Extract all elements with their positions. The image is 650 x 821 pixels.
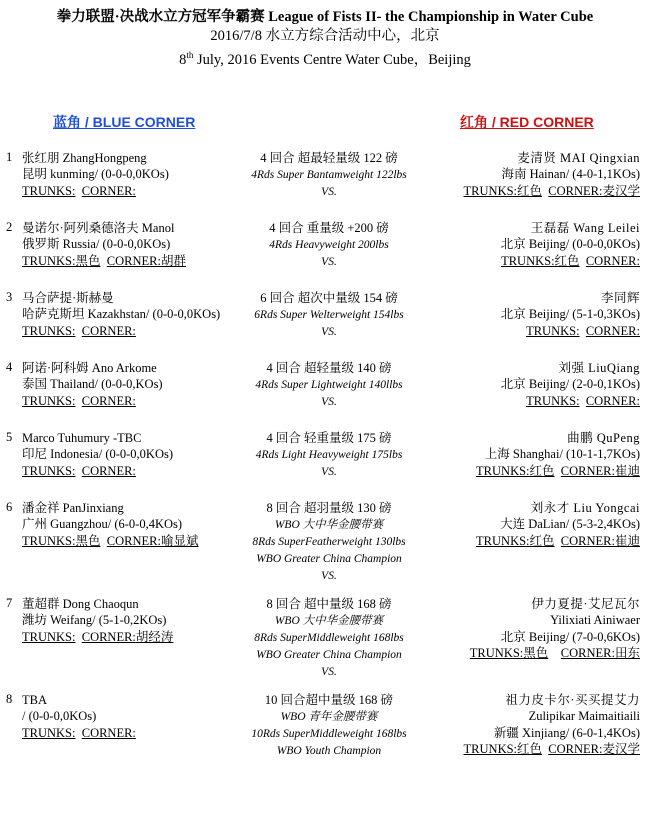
bout-title-cn: WBO 大中华金腰带赛 bbox=[274, 614, 384, 627]
blue-trunks-label: TRUNKS: bbox=[22, 629, 76, 644]
blue-fighter-name: 曼诺尔·阿列桑德洛夫 Manol bbox=[22, 220, 175, 235]
red-fighter bbox=[400, 692, 640, 758]
event-title: 拳力联盟·决战水立方冠军争霸赛 League of Fists II- the Championship in Water Cube bbox=[56, 9, 594, 25]
blue-fighter bbox=[22, 220, 252, 270]
red-trunks-label: TRUNKS: bbox=[526, 323, 580, 338]
red-corner-label: CORNER: bbox=[585, 393, 640, 408]
blue-fighter-name: TBA bbox=[22, 692, 47, 707]
red-fighter-club: 海南 Hainan/ (4-0-1,1KOs) bbox=[501, 167, 640, 182]
red-trunks-corner bbox=[400, 183, 640, 200]
blue-fighter-club: 昆明 kunming/ (0-0-0,0KOs) bbox=[22, 167, 169, 182]
blue-fighter-club: 哈萨克斯坦 Kazakhstan/ (0-0-0,0KOs) bbox=[22, 307, 221, 322]
bout-vs: VS. bbox=[321, 325, 337, 338]
blue-corner-label: CORNER: bbox=[81, 629, 136, 644]
red-trunks-label: TRUNKS: bbox=[463, 183, 518, 198]
bout-vs: VS. bbox=[321, 569, 337, 582]
blue-corner-value: 喻显斌 bbox=[160, 533, 199, 548]
red-trunks-label: TRUNKS: bbox=[469, 646, 524, 661]
red-fighter bbox=[400, 220, 640, 270]
bout-weight-en: 8Rds SuperMiddleweight 168lbs bbox=[254, 631, 404, 644]
blue-fighter bbox=[22, 360, 252, 410]
blue-fighter bbox=[22, 430, 252, 480]
bout-weight-cn: 8 回合 超中量级 168 磅 bbox=[266, 596, 392, 611]
red-trunks-value: 红色 bbox=[529, 463, 555, 478]
blue-fighter-club: 广州 Guangzhou/ (6-0-0,4KOs) bbox=[22, 517, 183, 532]
blue-fighter-club: 俄罗斯 Russia/ (0-0-0,0KOs) bbox=[22, 237, 171, 252]
bout-number: 7 bbox=[6, 595, 13, 610]
bout-title-en: WBO Greater China Champion bbox=[256, 648, 402, 661]
bout-details bbox=[244, 430, 414, 481]
bout-number: 1 bbox=[6, 149, 13, 164]
red-trunks-label: TRUNKS: bbox=[476, 533, 530, 548]
red-fighter bbox=[400, 430, 640, 480]
blue-fighter-club: 泰国 Thailand/ (0-0-0,KOs) bbox=[22, 377, 163, 392]
blue-fighter bbox=[22, 596, 252, 646]
bout-details bbox=[244, 290, 414, 341]
bout-weight-cn: 4 回合 重量级 +200 磅 bbox=[269, 220, 389, 235]
bout-title-en: WBO Greater China Champion bbox=[256, 552, 402, 565]
bout-weight-cn: 10 回合超中量级 168 磅 bbox=[264, 692, 394, 707]
blue-corner-value: 胡经涛 bbox=[135, 629, 174, 644]
red-fighter-name-en: Zulipikar Maimaitiaili bbox=[528, 709, 640, 724]
bout-number: 5 bbox=[6, 429, 13, 444]
bout-number: 8 bbox=[6, 691, 13, 706]
blue-corner-label: CORNER: bbox=[81, 463, 136, 478]
bout-title-en: WBO Youth Champion bbox=[276, 744, 382, 757]
red-corner-label: CORNER: bbox=[548, 183, 603, 198]
blue-trunks-label: TRUNKS: bbox=[22, 725, 76, 740]
red-corner-value: 崔迪 bbox=[614, 463, 640, 478]
red-corner-value: 崔迪 bbox=[614, 533, 640, 548]
red-fighter-club: 大连 DaLian/ (5-3-2,4KOs) bbox=[500, 517, 640, 532]
bout-row bbox=[0, 596, 650, 692]
red-trunks-label: TRUNKS: bbox=[501, 253, 555, 268]
bout-vs: VS. bbox=[321, 185, 337, 198]
bout-row bbox=[0, 290, 650, 360]
red-trunks-corner bbox=[400, 393, 640, 410]
red-corner-label: CORNER: bbox=[548, 742, 603, 757]
bout-title-cn: WBO 大中华金腰带赛 bbox=[274, 518, 384, 531]
bout-vs: VS. bbox=[321, 255, 337, 268]
red-fighter-club: 北京 Beijing/ (7-0-0,6KOs) bbox=[500, 629, 640, 644]
blue-fighter bbox=[22, 150, 252, 200]
blue-trunks-corner bbox=[22, 253, 252, 270]
red-fighter-name: 麦清贤 MAI Qingxian bbox=[517, 150, 640, 165]
bout-weight-en: 6Rds Super Welterweight 154lbs bbox=[254, 308, 404, 321]
blue-trunks-label: TRUNKS: bbox=[22, 253, 76, 268]
blue-trunks-value: 黑色 bbox=[75, 253, 101, 268]
red-fighter-name: 曲鹏 QuPeng bbox=[567, 430, 640, 445]
blue-trunks-value: 黑色 bbox=[75, 533, 101, 548]
bout-weight-cn: 4 回合 轻重量级 175 磅 bbox=[266, 430, 392, 445]
red-corner-value: 麦汉学 bbox=[602, 183, 640, 198]
bout-weight-cn: 8 回合 超羽量级 130 磅 bbox=[266, 500, 392, 515]
blue-fighter-name: Marco Tuhumury -TBC bbox=[22, 430, 142, 445]
red-corner-label: CORNER: bbox=[560, 646, 615, 661]
red-corner-label: CORNER: bbox=[560, 533, 615, 548]
red-trunks-corner bbox=[400, 645, 640, 662]
bout-row bbox=[0, 150, 650, 220]
blue-trunks-label: TRUNKS: bbox=[22, 533, 76, 548]
blue-trunks-corner bbox=[22, 463, 252, 480]
blue-trunks-corner bbox=[22, 533, 252, 550]
red-corner-value: 麦汉学 bbox=[602, 742, 640, 757]
red-trunks-corner bbox=[400, 533, 640, 550]
blue-trunks-label: TRUNKS: bbox=[22, 183, 76, 198]
red-fighter-name-en: Yilixiati Ainiwaer bbox=[550, 613, 640, 628]
blue-corner-label: CORNER: bbox=[106, 533, 161, 548]
bout-number: 3 bbox=[6, 289, 13, 304]
bout-weight-en: 10Rds SuperMiddleweight 168lbs bbox=[251, 727, 407, 740]
blue-trunks-corner bbox=[22, 393, 252, 410]
blue-trunks-corner bbox=[22, 183, 252, 200]
event-date-venue-en bbox=[0, 46, 650, 70]
blue-trunks-label: TRUNKS: bbox=[22, 463, 76, 478]
bout-number: 6 bbox=[6, 499, 13, 514]
bout-list bbox=[0, 150, 650, 788]
event-day-ordinal: th bbox=[186, 50, 194, 60]
bout-number: 2 bbox=[6, 219, 13, 234]
red-trunks-corner bbox=[400, 323, 640, 340]
bout-details bbox=[244, 220, 414, 271]
blue-fighter-club: / (0-0-0,0KOs) bbox=[22, 709, 97, 724]
event-date-venue-cn: 2016/7/8 水立方综合活动中心，北京 bbox=[210, 28, 440, 44]
bout-vs: VS. bbox=[321, 665, 337, 678]
bout-row bbox=[0, 430, 650, 500]
blue-fighter-name: 董超群 Dong Chaoqun bbox=[22, 596, 139, 611]
bout-details bbox=[244, 150, 414, 201]
red-fighter bbox=[400, 150, 640, 200]
red-trunks-corner bbox=[400, 741, 640, 758]
bout-details bbox=[244, 692, 414, 760]
red-corner-label: CORNER: bbox=[585, 323, 640, 338]
red-trunks-label: TRUNKS: bbox=[476, 463, 530, 478]
blue-trunks-corner bbox=[22, 629, 252, 646]
red-fighter-club: 上海 Shanghai/ (10-1-1,7KOs) bbox=[484, 447, 640, 462]
blue-corner-label: CORNER: bbox=[106, 253, 161, 268]
event-day-number: 8 bbox=[179, 51, 187, 68]
red-corner-value: 田东 bbox=[614, 646, 640, 661]
red-fighter-club: 北京 Beijing/ (5-1-0,3KOs) bbox=[500, 307, 640, 322]
red-fighter-club: 新疆 Xinjiang/ (6-0-1,4KOs) bbox=[493, 725, 640, 740]
blue-fighter bbox=[22, 290, 252, 340]
red-trunks-corner bbox=[400, 463, 640, 480]
blue-corner-label: CORNER: bbox=[81, 323, 136, 338]
bout-number: 4 bbox=[6, 359, 13, 374]
blue-fighter-name: 马合萨提·斯赫曼 bbox=[22, 290, 114, 305]
blue-trunks-corner bbox=[22, 725, 252, 742]
blue-fighter-name: 阿诺·阿科姆 Ano Arkome bbox=[22, 360, 157, 375]
event-header bbox=[0, 0, 650, 70]
red-fighter-name: 伊力夏提·艾尼瓦尔 bbox=[531, 596, 640, 611]
red-fighter-name: 刘永才 Liu Yongcai bbox=[530, 500, 640, 515]
red-fighter bbox=[400, 500, 640, 550]
red-trunks-label: TRUNKS: bbox=[526, 393, 580, 408]
red-fighter-name: 刘强 LiuQiang bbox=[558, 360, 640, 375]
bout-vs: VS. bbox=[321, 465, 337, 478]
red-trunks-label: TRUNKS: bbox=[463, 742, 518, 757]
red-fighter bbox=[400, 596, 640, 662]
corner-titles bbox=[0, 112, 650, 136]
red-fighter bbox=[400, 290, 640, 340]
bout-row bbox=[0, 692, 650, 788]
bout-weight-cn: 6 回合 超次中量级 154 磅 bbox=[260, 290, 398, 305]
event-date-rest: July, 2016 Events Centre Water Cube，Beijing bbox=[193, 51, 471, 68]
bout-title-cn: WBO 青年金腰带赛 bbox=[280, 710, 378, 723]
bout-row bbox=[0, 500, 650, 596]
red-fighter-name: 王磊磊 Wang Leilei bbox=[530, 220, 640, 235]
red-fighter-club: 北京 Beijing/ (0-0-0,0KOs) bbox=[500, 237, 640, 252]
bout-details bbox=[244, 360, 414, 411]
blue-corner-title: 蓝角 / BLUE CORNER bbox=[53, 113, 196, 130]
red-fighter-club: 北京 Beijing/ (2-0-0,1KOs) bbox=[500, 377, 640, 392]
red-corner-label: CORNER: bbox=[585, 253, 640, 268]
red-trunks-value: 红色 bbox=[517, 183, 543, 198]
red-fighter-name: 祖力皮卡尔·买买提艾力 bbox=[505, 692, 640, 707]
bout-details bbox=[244, 500, 414, 585]
blue-fighter-club: 潍坊 Weifang/ (5-1-0,2KOs) bbox=[22, 613, 167, 628]
bout-vs: VS. bbox=[321, 395, 337, 408]
blue-corner-label: CORNER: bbox=[81, 183, 136, 198]
blue-corner-label: CORNER: bbox=[81, 725, 136, 740]
blue-fighter bbox=[22, 692, 252, 742]
red-trunks-value: 黑色 bbox=[523, 646, 549, 661]
bout-details bbox=[244, 596, 414, 681]
bout-weight-en: 4Rds Light Heavyweight 175lbs bbox=[255, 448, 403, 461]
bout-weight-en: 8Rds SuperFeatherweight 130lbs bbox=[252, 535, 406, 548]
bout-weight-cn: 4 回合 超最轻量级 122 磅 bbox=[260, 150, 398, 165]
red-fighter bbox=[400, 360, 640, 410]
blue-trunks-label: TRUNKS: bbox=[22, 323, 76, 338]
bout-weight-en: 4Rds Heavyweight 200lbs bbox=[269, 238, 389, 251]
red-corner-label: CORNER: bbox=[560, 463, 615, 478]
bout-row bbox=[0, 360, 650, 430]
blue-fighter-club: 印尼 Indonesia/ (0-0-0,0KOs) bbox=[22, 447, 174, 462]
blue-corner-label: CORNER: bbox=[81, 393, 136, 408]
red-trunks-value: 红色 bbox=[554, 253, 580, 268]
red-trunks-value: 红色 bbox=[517, 742, 543, 757]
blue-fighter-name: 潘金祥 PanJinxiang bbox=[22, 500, 124, 515]
bout-weight-en: 4Rds Super Bantamweight 122lbs bbox=[251, 168, 407, 181]
bout-weight-en: 4Rds Super Lightweight 140llbs bbox=[255, 378, 403, 391]
red-corner-title: 红角 / RED CORNER bbox=[460, 113, 594, 130]
blue-fighter-name: 张红朋 ZhangHongpeng bbox=[22, 150, 147, 165]
blue-trunks-corner bbox=[22, 323, 252, 340]
bout-weight-cn: 4 回合 超轻量级 140 磅 bbox=[266, 360, 392, 375]
blue-corner-value: 胡群 bbox=[160, 253, 186, 268]
blue-trunks-label: TRUNKS: bbox=[22, 393, 76, 408]
red-trunks-value: 红色 bbox=[529, 533, 555, 548]
blue-fighter bbox=[22, 500, 252, 550]
red-fighter-name: 李同辉 bbox=[600, 290, 640, 305]
bout-row bbox=[0, 220, 650, 290]
red-trunks-corner bbox=[400, 253, 640, 270]
